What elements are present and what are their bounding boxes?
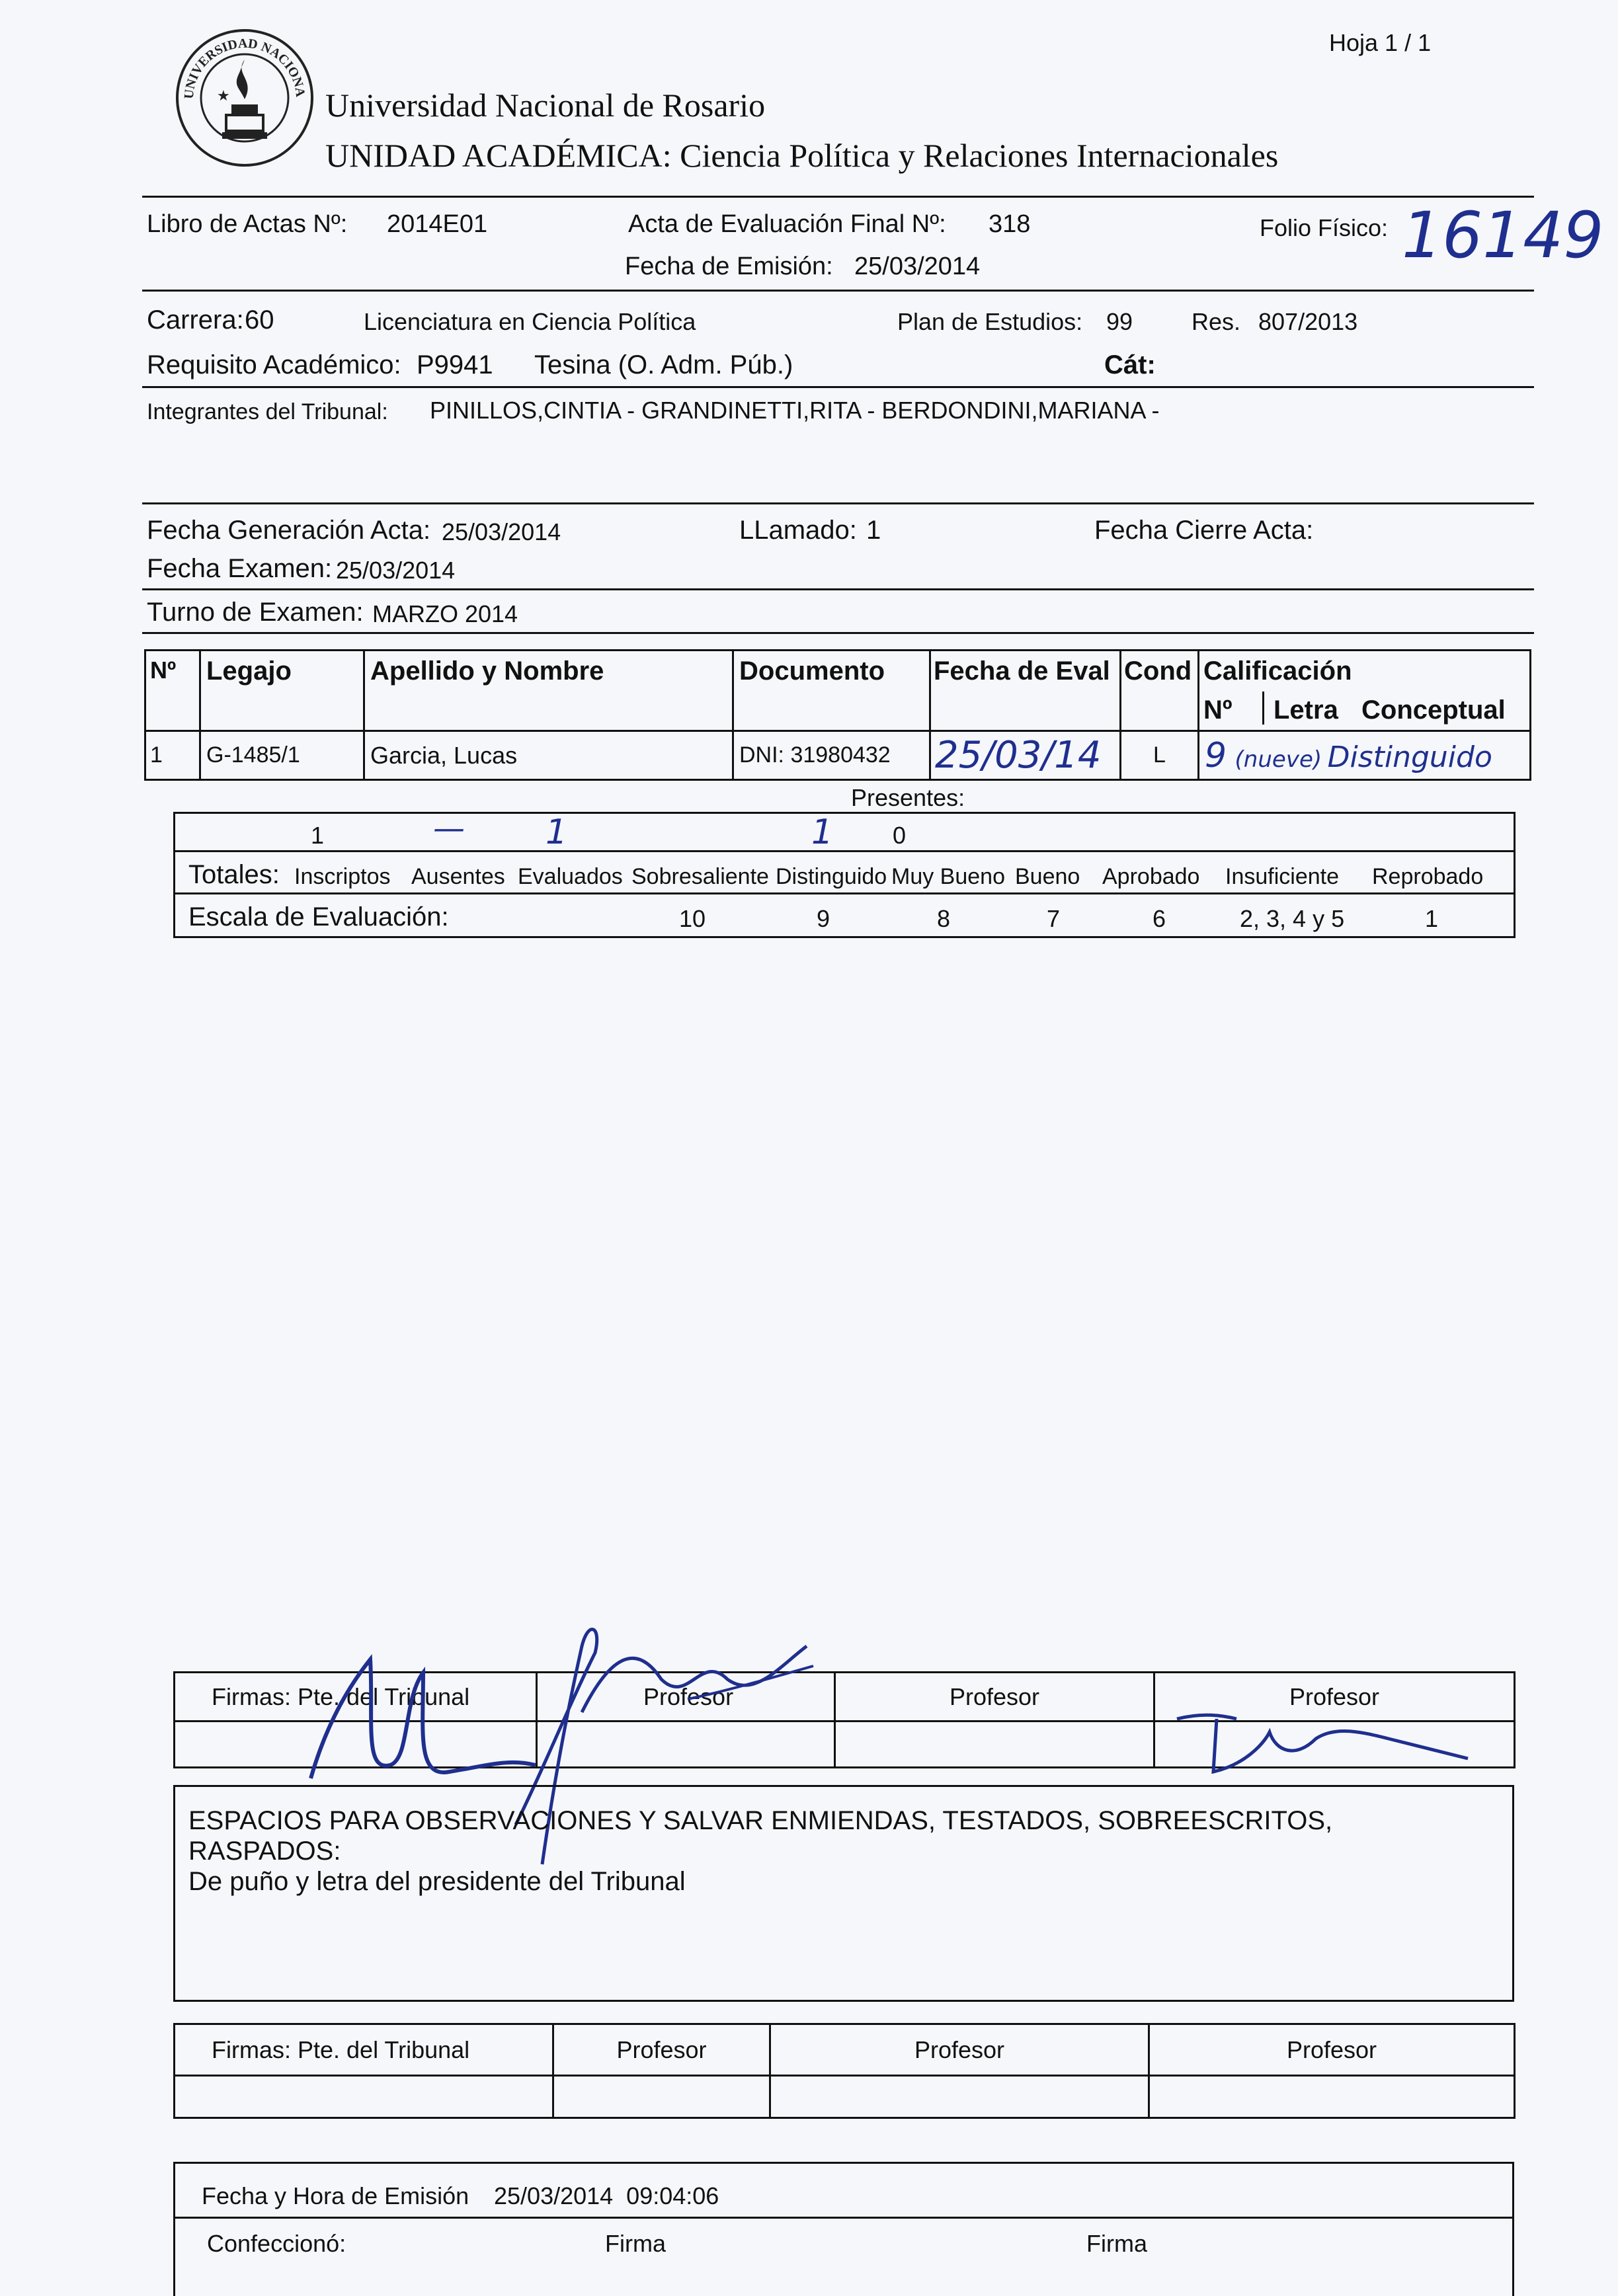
escala-8: 8	[937, 905, 951, 932]
firma-space	[770, 2076, 1149, 2118]
firmas-table-2	[173, 2023, 1516, 2119]
col-ausentes: Ausentes	[411, 864, 505, 889]
cell-cond: L	[1121, 731, 1199, 780]
totals-labels-row	[175, 851, 1515, 894]
escala-1: 1	[1425, 905, 1439, 932]
cell-num: 1	[145, 731, 200, 780]
examen-value: 25/03/2014	[336, 557, 456, 584]
students-table	[144, 649, 1531, 781]
cell-calificacion	[1199, 731, 1531, 780]
escala-9: 9	[817, 905, 830, 932]
totals-table	[173, 812, 1516, 938]
distinguido-hw: 1	[811, 812, 834, 852]
header-legajo: Legajo	[200, 651, 364, 731]
firma-pte-cell: Firmas: Pte. del Tribunal	[175, 1673, 537, 1722]
col-reprobado: Reprobado	[1372, 864, 1484, 889]
divider	[142, 588, 1534, 590]
turno-value: MARZO 2014	[372, 600, 518, 627]
acta-value: 318	[989, 210, 1031, 238]
escala-7: 7	[1047, 905, 1061, 932]
col-muy-bueno: Muy Bueno	[891, 864, 1005, 889]
libro-label: Libro de Actas Nº:	[147, 210, 348, 238]
footer-firma-2: Firma	[1086, 2230, 1147, 2257]
printed-zero: 0	[893, 822, 907, 849]
libro-value: 2014E01	[387, 210, 488, 238]
firma-space	[175, 2076, 553, 2118]
acta-label: Acta de Evaluación Final Nº:	[628, 210, 946, 238]
col-sobresaliente: Sobresaliente	[631, 864, 769, 889]
footer-firma-1: Firma	[605, 2230, 666, 2257]
footer-emision-value: 25/03/2014 09:04:06	[494, 2182, 719, 2209]
university-name: Universidad Nacional de Rosario	[325, 87, 766, 124]
firma2-prof1-cell: Profesor	[553, 2024, 770, 2076]
col-aprobado: Aprobado	[1102, 864, 1200, 889]
header-cal-letra: Letra	[1274, 695, 1338, 725]
firma-prof2-cell: Profesor	[835, 1673, 1154, 1722]
ausentes-hw: —	[433, 810, 465, 847]
generacion-value: 25/03/2014	[442, 518, 561, 545]
cell-legajo: G-1485/1	[200, 731, 364, 780]
cal-conceptual-hw: Distinguido	[1327, 740, 1492, 774]
carrera-code: 60	[245, 305, 274, 335]
plan-label: Plan de Estudios:	[897, 308, 1083, 335]
tribunal-members: PINILLOS,CINTIA - GRANDINETTI,RITA - BERDONDINI,MARIANA -	[430, 397, 1160, 424]
firma2-prof3-cell: Profesor	[1149, 2024, 1515, 2076]
divider	[175, 2217, 1512, 2219]
escala-6: 6	[1153, 905, 1166, 932]
divider	[142, 196, 1534, 198]
cell-fecha: 25/03/14	[930, 731, 1121, 780]
cal-letra-hw: (nueve)	[1234, 746, 1322, 773]
tribunal-label: Integrantes del Tribunal:	[147, 399, 388, 424]
cat-label: Cát:	[1104, 350, 1156, 379]
header-documento: Documento	[733, 651, 930, 731]
col-evaluados: Evaluados	[518, 864, 623, 889]
header-calificacion: Calificación Nº Letra Conceptual	[1199, 651, 1531, 731]
signature-profesor-3	[1164, 1699, 1481, 1792]
cell-documento: DNI: 31980432	[733, 731, 930, 780]
header-num: Nº	[145, 651, 200, 731]
inscriptos-value: 1	[311, 822, 325, 849]
firma-space	[1149, 2076, 1515, 2118]
footer-emision-label: Fecha y Hora de Emisión	[202, 2182, 469, 2209]
examen-label: Fecha Examen:	[147, 554, 333, 583]
university-seal	[173, 26, 315, 169]
col-bueno: Bueno	[1015, 864, 1080, 889]
totales-label: Totales:	[188, 860, 280, 889]
divider	[1262, 692, 1264, 725]
llamado-value: 1	[866, 516, 881, 545]
plan-value: 99	[1106, 308, 1133, 335]
svg-text:★: ★	[217, 87, 230, 104]
academic-unit: UNIDAD ACADÉMICA: Ciencia Política y Relaciones Internacionales	[325, 137, 1279, 174]
header-fecha: Fecha de Eval	[930, 651, 1121, 731]
carrera-name: Licenciatura en Ciencia Política	[364, 308, 696, 335]
col-inscriptos: Inscriptos	[294, 864, 391, 889]
table-row	[145, 731, 1531, 780]
divider	[142, 502, 1534, 504]
observaciones-box	[173, 1785, 1514, 2002]
svg-text:UNIVERSIDAD NACIONAL DE ROSARI: UNIVERSIDAD NACIONA	[181, 36, 308, 100]
carrera-label: Carrera:	[147, 305, 244, 335]
col-insuficiente: Insuficiente	[1225, 864, 1339, 889]
divider	[142, 632, 1534, 634]
divider	[142, 290, 1534, 292]
res-value: 807/2013	[1258, 308, 1358, 335]
col-distinguido: Distinguido	[776, 864, 887, 889]
requisito-code: P9941	[417, 350, 493, 379]
folio-label: Folio Físico:	[1260, 214, 1389, 241]
firma-space	[835, 1722, 1154, 1768]
firma-space	[553, 2076, 770, 2118]
sheet-number: Hoja 1 / 1	[1329, 29, 1432, 56]
header-cal-num: Nº	[1203, 695, 1233, 725]
cierre-label: Fecha Cierre Acta:	[1094, 516, 1314, 545]
emision-label: Fecha de Emisión:	[625, 253, 833, 280]
header-nombre: Apellido y Nombre	[364, 651, 733, 731]
llamado-label: LLamado:	[739, 516, 857, 545]
requisito-label: Requisito Académico:	[147, 350, 401, 379]
turno-label: Turno de Examen:	[147, 598, 364, 627]
folio-handwritten: 16149	[1402, 198, 1604, 272]
generacion-label: Fecha Generación Acta:	[147, 516, 431, 545]
cal-num-hw: 9	[1205, 735, 1227, 775]
presentes-label: Presentes:	[851, 784, 965, 811]
escala-insuficiente: 2, 3, 4 y 5	[1240, 905, 1345, 932]
footer-box	[173, 2162, 1514, 2296]
escala-10: 10	[679, 905, 706, 932]
cell-nombre: Garcia, Lucas	[364, 731, 733, 780]
firma2-prof2-cell: Profesor	[770, 2024, 1149, 2076]
firma2-pte-cell: Firmas: Pte. del Tribunal	[175, 2024, 553, 2076]
requisito-name: Tesina (O. Adm. Púb.)	[534, 350, 793, 379]
header-cond: Cond	[1121, 651, 1199, 731]
divider	[142, 386, 1534, 388]
evaluados-hw: 1	[546, 812, 568, 852]
escala-row	[175, 894, 1515, 937]
observaciones-subtitle: De puño y letra del presidente del Tribunal	[188, 1867, 686, 1896]
footer-confecciono: Confeccionó:	[207, 2230, 346, 2257]
observaciones-title: ESPACIOS PARA OBSERVACIONES Y SALVAR ENMIENDAS, TESTADOS, SOBREESCRITOS, RASPADOS:	[188, 1806, 1333, 1866]
res-label: Res.	[1192, 308, 1241, 335]
header-cal-conceptual: Conceptual	[1361, 695, 1506, 725]
emision-value: 25/03/2014	[854, 253, 981, 280]
firma-prof1-cell: Profesor	[537, 1673, 835, 1722]
totals-values-row	[175, 810, 1515, 852]
firma-prof3-cell: Profesor	[1154, 1673, 1515, 1722]
escala-label: Escala de Evaluación:	[188, 902, 449, 931]
